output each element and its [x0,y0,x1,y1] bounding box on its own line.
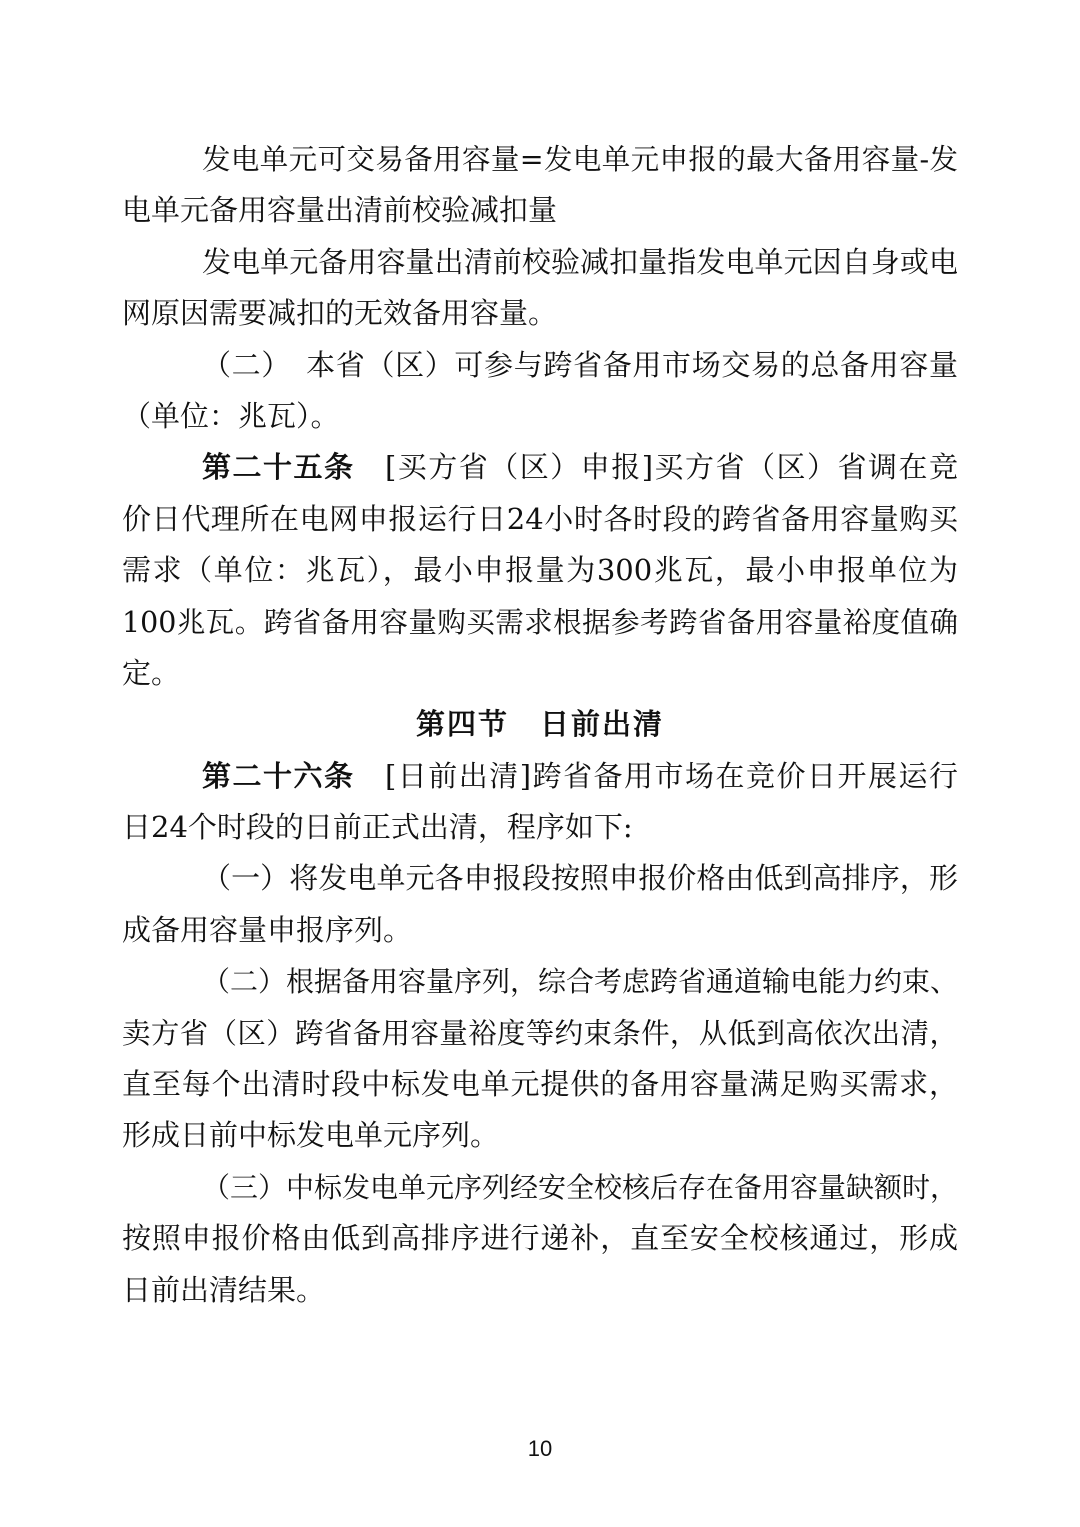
body-line: （二） 本省（区）可参与跨省备用市场交易的总备用容量 [202,347,958,382]
article-text: [日前出清]跨省备用市场在竞价日开展运行 [354,758,958,793]
article-number: 第二十五条 [202,450,355,485]
body-line: （三）中标发电单元序列经安全校核后存在备用容量缺额时， [202,1170,959,1204]
document-body [122,134,958,1316]
section-heading: 第四节 日前出清 [415,707,664,742]
article-26-line [122,751,958,802]
body-line: （一）将发电单元各申报段按照申报价格由低到高排序，形 [202,861,958,896]
article-25-line [122,442,958,493]
body-line: 直至每个出清时段中标发电单元提供的备用容量满足购买需求， [122,1067,958,1102]
body-line: 形成日前中标发电单元序列。 [122,1118,500,1153]
body-line: 发电单元备用容量出清前校验减扣量指发电单元因自身或电 [202,244,958,279]
body-line: 网原因需要减扣的无效备用容量。 [122,296,558,331]
page-number: 10 [527,1436,553,1461]
body-line: 需求（单位：兆瓦），最小申报量为300兆瓦，最小申报单位为 [122,553,958,588]
body-line: 成备用容量申报序列。 [122,912,413,947]
body-line: 卖方省（区）跨省备用容量裕度等约束条件，从低到高依次出清， [122,1016,958,1050]
body-line: 日24个时段的日前正式出清，程序如下: [122,810,633,845]
body-line: 日前出清结果。 [122,1272,326,1307]
body-line: 定。 [122,655,181,690]
body-line: 按照申报价格由低到高排序进行递补，直至安全校核通过，形成 [122,1221,958,1256]
body-line: 100兆瓦。跨省备用容量购买需求根据参考跨省备用容量裕度值确 [122,605,958,639]
article-number: 第二十六条 [202,758,355,793]
body-line: （二）根据备用容量序列，综合考虑跨省通道输电能力约束、 [202,965,959,999]
body-line: （单位：兆瓦）。 [122,398,340,433]
article-text: [买方省（区）申报]买方省（区）省调在竞 [354,450,958,485]
body-line: 价日代理所在电网申报运行日24小时各时段的跨省备用容量购买 [122,501,958,536]
body-line: 发电单元可交易备用容量=发电单元申报的最大备用容量-发 [202,143,958,176]
body-line: 电单元备用容量出清前校验减扣量 [122,193,558,228]
